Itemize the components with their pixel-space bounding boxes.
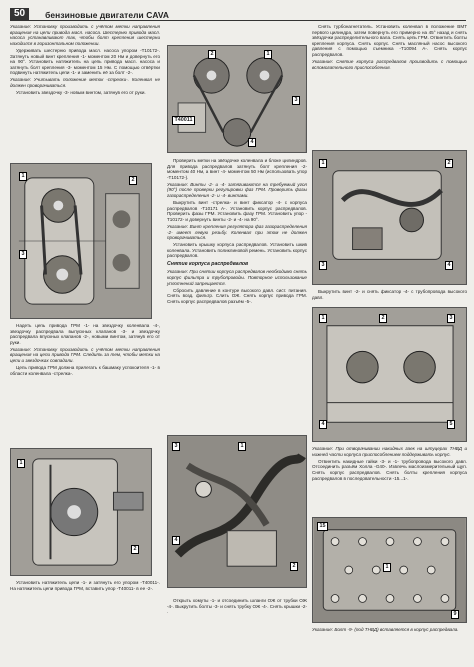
figure-3-tag-2: 2 xyxy=(131,545,139,554)
col2-note-2: Указание: Винт крепления регулятора фаз газораспределения -2- имеет левую резьбу. Коленвал при этом не должен проворачиваться. xyxy=(167,223,307,241)
col3-note-1: Указание: Снятие корпуса распредвалов производить с помощью вспомогательного приспособления. xyxy=(312,58,467,70)
column-1-middle xyxy=(10,323,160,378)
column-1 xyxy=(10,24,160,97)
figure-7-tag-4: 4 xyxy=(172,536,180,545)
figure-6-tag-5: 5 xyxy=(447,420,455,429)
column-3-lower xyxy=(312,446,467,483)
col2-paragraph-2: Выкрутить винт -стрелка- и винт фиксатор -4- с корпуса распредвалов -T10171 A-. Установить корпус распредвалов. Проверить фазы ГРМ. Установить фазу ГРМ. Установить упор -T10172- и довернуть винты -2- и -4- на 90°. xyxy=(167,200,307,222)
figure-4-tag-4: 4 xyxy=(248,138,256,147)
page-header xyxy=(10,8,466,21)
figure-1-tag-3: 3 xyxy=(19,250,27,259)
figure-9-tag-9: 9 xyxy=(451,610,459,619)
note-1: Указание: Установку производить с учётом метки направления вращения на цепи привода масл. насоса. Шестерню привода масл. насоса устанавливают так, чтобы болт крепления шестерни находился в горизонтальном положении. xyxy=(10,24,160,46)
figure-4-tag-tool: T40011 xyxy=(172,116,195,125)
paragraph-1: Удерживать шестерню привода масл. насоса упором -T10172-. Затянуть новый винт крепления -1- моментом 20 Нм и довернуть его на 90°. Установить натяжитель на цепь привода масл. насоса и затянуть болт крепления -3- моментом 15 Нм. С помощью отвёртки подвинуть натяжитель цепи -1- и заменить её за болт -2-. xyxy=(10,47,160,76)
column-3-bottom xyxy=(312,627,467,634)
page-title: бензиновые двигатели CAVA xyxy=(45,9,170,20)
col2-paragraph-3: Установить крышку корпуса распредвалов. Установить шкив коленвала. Установить поликлиновой ремень. Установить корпус распредвалов. xyxy=(167,242,307,259)
note-2: Указание: Учитывать положение меток -стрелки-. Коленвал не должен проворачиваться. xyxy=(10,77,160,88)
paragraph-3: Надеть цепь привода ГРМ -1- на звездочку коленвала -4-, звездочку распредвала выпускных клапанов -3- и звездочку распредвала впускных клапанов -2-, новыми винтом, затянув его от руки. xyxy=(10,323,160,345)
figure-5-tag-4: 4 xyxy=(445,261,453,270)
figure-7-coolant-hoses xyxy=(167,435,307,588)
figure-3-tensioner xyxy=(10,448,152,576)
figure-9-bolt-sequence xyxy=(312,517,467,623)
col2-paragraph-5: Открыть хомуты -1- и отсоединить шланги ОЖ от трубки ОЖ -4-. Выкрутить болты -3- и снять трубку ОЖ -4-. Снять крышки -2- . xyxy=(167,598,307,615)
col3-paragraph-2: Выкрутить винт -2- и снять фиксатор -4- с трубопровода высокого давл. xyxy=(312,289,467,300)
figure-6-tag-1: 1 xyxy=(319,314,327,323)
figure-5-high-pressure-pipe xyxy=(312,150,467,285)
figure-7-drawing xyxy=(168,436,306,587)
figure-6-drawing xyxy=(313,308,466,441)
paragraph-4: Цепь привода ГРМ должна прилегать к башмаку успокоителя -1- в области коленвала -стрелка-. xyxy=(10,365,160,376)
col3-paragraph-1: Снять турбонагнетатель. Установить коленвал в положение ВМТ первого цилиндра, затем повернуть его примерно на 45° назад и снять звёздочки распределительного вала. Снять цепь ГРМ. Отвинтить болты крепления корпуса. Снять корпус. Снять масляный насос высокого давления с помощью съемника -T10094 A-. Снять корпус распредвалов. xyxy=(312,24,467,57)
figure-6-cylinder-head-side xyxy=(312,307,467,442)
figure-3-drawing xyxy=(11,449,151,575)
figure-6-tag-4: 4 xyxy=(319,420,327,429)
col3-paragraph-3: Отвинтить накидные гайки -3- и -1- трубопровода высокого давл. Отсоединить разъём Холла -G40-. Извлечь маслоизмерительный щуп. Снять корпус распредвалов. Снять болты крепления корпуса распредвалов в последовательности -15...1-. xyxy=(312,458,467,481)
col2-paragraph-1: Проверить метки на звёздочке коленвала и блоке цилиндров. Для привода распредвалов затянуть болт крепления -2- моментом 40 Нм, а винт -4- моментом 50 Нм (использовать упор -T10172-). xyxy=(167,158,307,180)
figure-7-tag-1: 1 xyxy=(238,442,246,451)
figure-7-tag-2: 2 xyxy=(290,562,298,571)
col3-note-2: Указание: При отворачивании накидных гаек на штуцерах ТНВД и нижней части корпуса приспособлением поддерживать корпус. xyxy=(312,446,467,457)
col2-note-3: Указание: При снятии корпуса распредвалов необходимо снять корпус фильтра и трубопроводы. Повторное использование уплотнений запрещается. xyxy=(167,269,307,286)
paragraph-2: Установить звездочку -3- новым винтом, затянув его от руки. xyxy=(16,90,146,96)
figure-4-tag-2: 2 xyxy=(208,50,216,59)
note-3: Указание: Установку производить с учётом метки направления вращения на цепи привода ГРМ. Следить за тем, чтобы метки на цепи и звездочках совпадали. xyxy=(10,346,160,363)
paragraph-5: Установить натяжитель цепи -1- и затянуть его упором -T40011-. На натяжитель цепи привода ГРМ, вставить упор -T40011- в ее -2-. xyxy=(10,580,160,591)
figure-3-tag-1: 1 xyxy=(17,459,25,468)
column-3-middle xyxy=(312,289,467,302)
figure-4-tag-1: 1 xyxy=(264,50,272,59)
figure-5-tag-1: 1 xyxy=(319,159,327,168)
figure-7-tag-3: 3 xyxy=(172,442,180,451)
figure-1-oil-pump-drive xyxy=(10,163,152,319)
figure-6-tag-2: 2 xyxy=(379,314,387,323)
figure-5-tag-3: 3 xyxy=(319,261,327,270)
column-2-bottom xyxy=(167,598,307,616)
figure-1-tag-2: 2 xyxy=(129,176,137,185)
figure-1-drawing xyxy=(11,164,151,318)
figure-5-drawing xyxy=(313,151,466,284)
column-1-bottom xyxy=(10,580,160,593)
figure-9-tag-15: 15 xyxy=(317,522,328,531)
figure-9-tag-1: 1 xyxy=(383,563,391,572)
column-2 xyxy=(167,158,307,306)
col2-note-1: Указание: Винты -2- и -4- затягиваются на требуемый угол (90°) после проверки регулировки фаз ГРМ. Проверить фазы газораспределения -2- и -4- винтами. xyxy=(167,181,307,198)
figure-1-tag-1: 1 xyxy=(19,172,27,181)
page-number: 50 xyxy=(10,8,29,20)
col2-paragraph-4: Сбросить давление в контуре высокого давл. сист. питания. Снять возд. фильтр. Слить ОЖ. Снять корпус привода ГРМ. Снять корпус распредвалов разъём -5-. xyxy=(167,287,307,304)
figure-4-tag-3: 3 xyxy=(292,96,300,105)
column-3 xyxy=(312,24,467,72)
figure-4-drawing xyxy=(168,46,306,152)
figure-4-timing-chain xyxy=(167,45,307,153)
col3-note-3: Указание: Болт -9- (под ТНВД) вставляется в корпус распредвала. xyxy=(312,627,459,632)
section-heading-camshaft-housing-removal: Снятие корпуса распредвалов xyxy=(167,261,249,268)
figure-5-tag-2: 2 xyxy=(445,159,453,168)
figure-6-tag-3: 3 xyxy=(447,314,455,323)
